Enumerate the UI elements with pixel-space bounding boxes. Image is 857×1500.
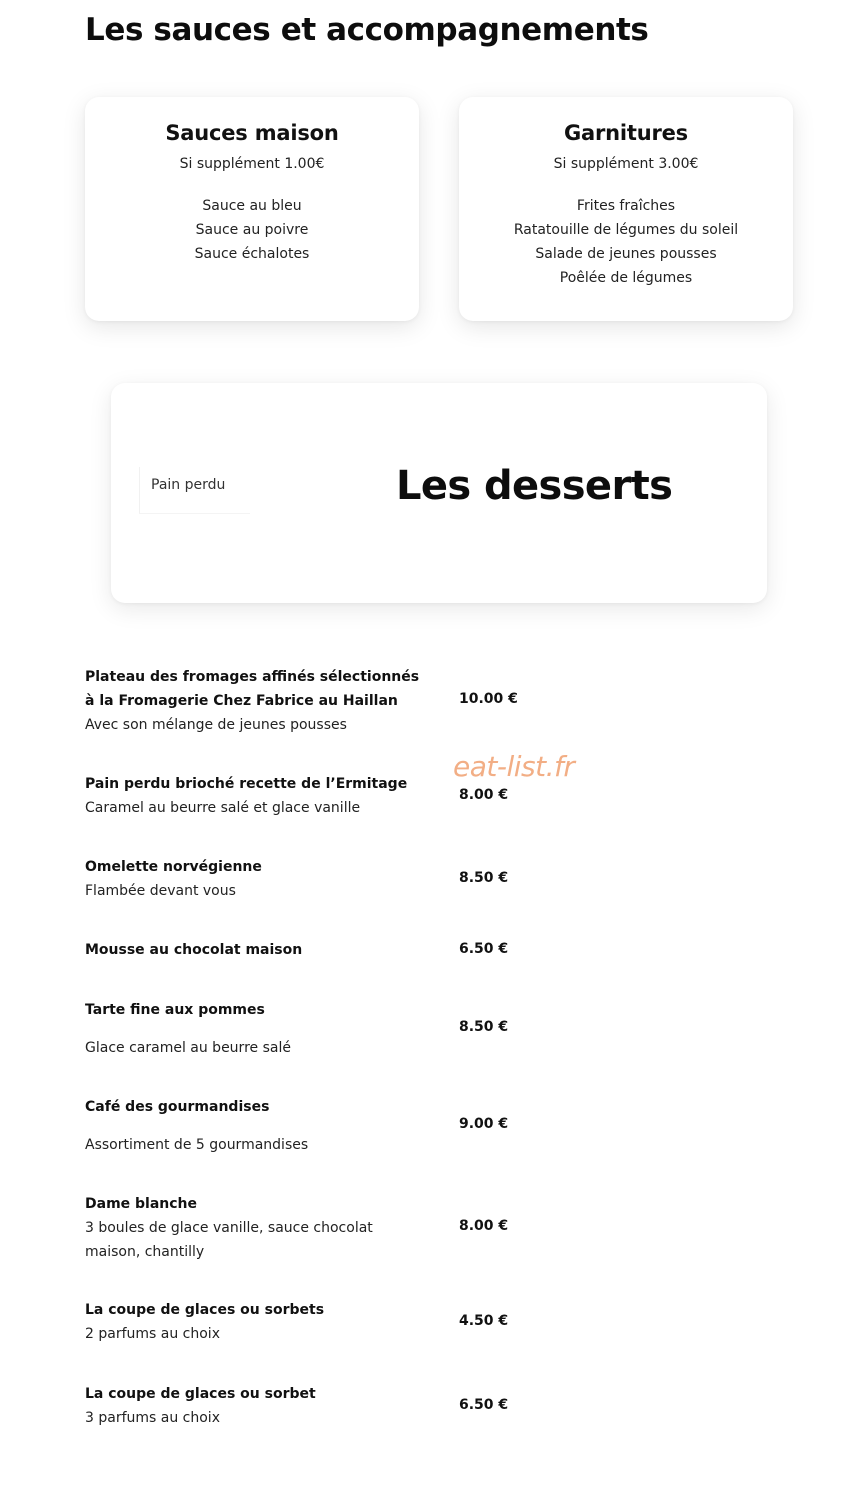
- image-alt-text: Pain perdu: [151, 477, 226, 493]
- item-name: La coupe de glaces ou sorbets: [85, 1302, 325, 1318]
- item-description: Assortiment de 5 gourmandises: [85, 1137, 309, 1153]
- list-item: Salade de jeunes pousses: [535, 246, 717, 262]
- sauces-card: [85, 97, 419, 321]
- item-price: 8.00 €: [459, 1218, 509, 1234]
- item-price: 8.00 €: [459, 787, 509, 803]
- item-price: 6.50 €: [459, 941, 509, 957]
- item-description: Caramel au beurre salé et glace vanille: [85, 800, 361, 816]
- list-item: Poêlée de légumes: [559, 270, 693, 286]
- watermark: eat-list.fr: [453, 750, 575, 783]
- menu-item: [85, 938, 805, 962]
- list-item: Frites fraîches: [576, 198, 676, 214]
- item-name: Dame blanche: [85, 1196, 198, 1212]
- item-name: Pain perdu brioché recette de l’Ermitage: [85, 776, 408, 792]
- item-name: Café des gourmandises: [85, 1099, 270, 1115]
- item-price: 8.50 €: [459, 1019, 509, 1035]
- garnitures-card-title: Garnitures: [563, 121, 688, 145]
- list-item: Ratatouille de légumes du soleil: [513, 222, 739, 238]
- garnitures-card-subtitle: Si supplément 3.00€: [553, 156, 699, 172]
- item-description: 2 parfums au choix: [85, 1326, 220, 1342]
- list-item: Sauce échalotes: [194, 246, 310, 262]
- menu-item: [85, 1192, 805, 1264]
- menu-item: [85, 772, 805, 820]
- item-price: 6.50 €: [459, 1397, 509, 1413]
- garnitures-list: [459, 194, 793, 290]
- item-description: Glace caramel au beurre salé: [85, 1040, 291, 1056]
- list-item: Sauce au poivre: [195, 222, 309, 238]
- sauces-list: [85, 194, 419, 266]
- item-price: 8.50 €: [459, 870, 509, 886]
- garnitures-card: [459, 97, 793, 321]
- desserts-title: Les desserts: [396, 463, 673, 509]
- menu-item: [85, 1382, 805, 1430]
- desserts-banner: [111, 383, 767, 603]
- list-item: Sauce au bleu: [202, 198, 302, 214]
- item-name: Tarte fine aux pommes: [85, 1002, 265, 1018]
- item-description: Avec son mélange de jeunes pousses: [85, 717, 347, 733]
- sauces-card-subtitle: Si supplément 1.00€: [179, 156, 325, 172]
- menu-item: [85, 998, 805, 1060]
- item-name: La coupe de glaces ou sorbet: [85, 1386, 316, 1402]
- item-name: Plateau des fromages affinés sélectionnés à la Fromagerie Chez Fabrice au Haillan: [85, 669, 420, 709]
- item-description: 3 boules de glace vanille, sauce chocolat maison, chantilly: [85, 1220, 373, 1260]
- menu-item: [85, 1298, 805, 1346]
- item-price: 10.00 €: [459, 691, 518, 707]
- menu-item: [85, 665, 805, 737]
- menu-item: [85, 1095, 805, 1157]
- page-title: Les sauces et accompagnements: [85, 12, 649, 48]
- item-price: 4.50 €: [459, 1313, 509, 1329]
- item-price: 9.00 €: [459, 1116, 509, 1132]
- item-name: Omelette norvégienne: [85, 859, 262, 875]
- item-description: 3 parfums au choix: [85, 1410, 220, 1426]
- menu-item: [85, 855, 805, 903]
- item-name: Mousse au chocolat maison: [85, 942, 303, 958]
- item-description: Flambée devant vous: [85, 883, 236, 899]
- sauces-card-title: Sauces maison: [165, 121, 339, 145]
